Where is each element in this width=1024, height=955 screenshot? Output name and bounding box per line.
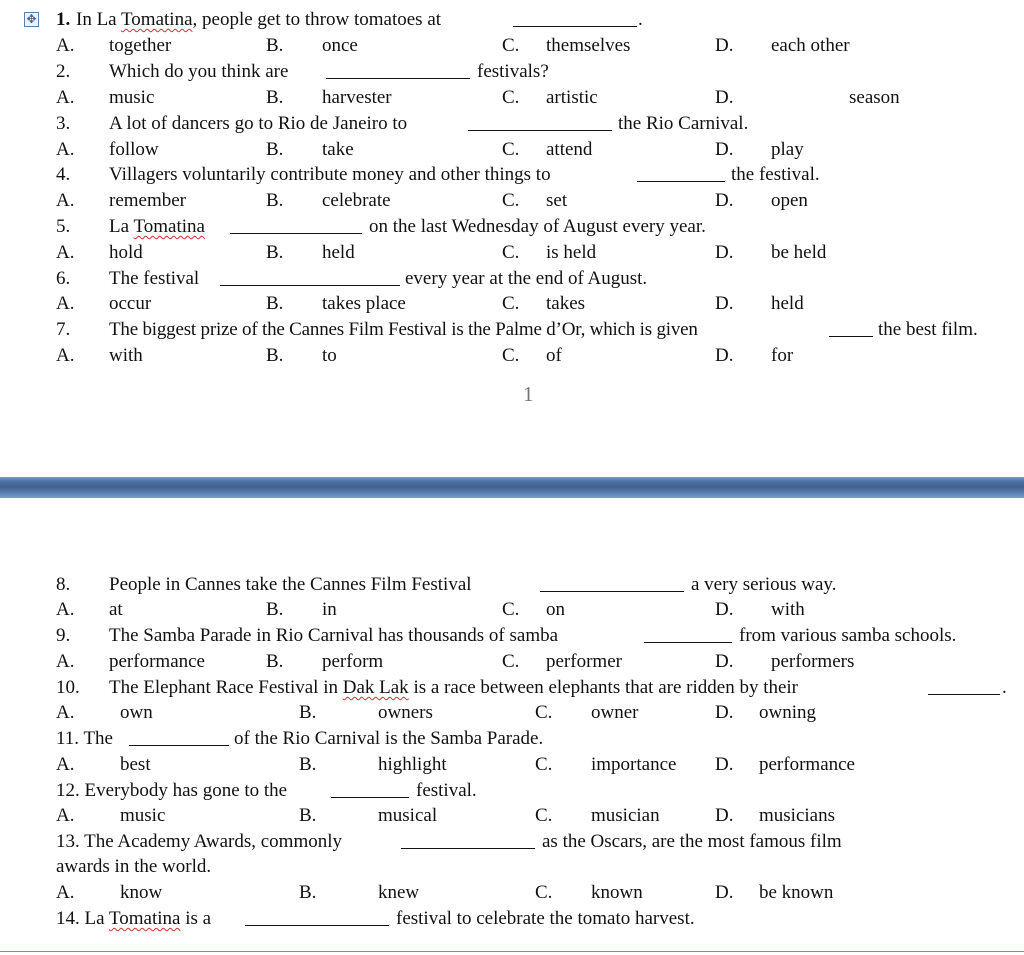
- page-separator: [0, 477, 1024, 498]
- answer-blank: [326, 78, 470, 79]
- answer-blank: [401, 848, 535, 849]
- answer-blank: [245, 925, 389, 926]
- document-page-2: 8. People in Cannes take the Cannes Film Festival a very serious way. A. at B. in C. on D. with 9. The Samba Parade in Rio Carnival has thousands of samba from various samba schools. A. performance B. perform C. performer D. performers 10. The Elephant Race Festival in Dak Lak is a race between elephants that are ridden by their . A. own B. owners C. owner D. owning 11. The of the Rio Carnival is the Samba Parade. A. best B. highlight C. importance D. performance 12. Everybody has gone to the festival. A. music B. musical C. musician D. musicians 13. The Academy Awards, commonly as the Oscars, are the most famous film awards in the world. A. know B. knew C. known D. be known 14. La Tomatina is a festival to celebrate the tomato harvest.: [0, 498, 1024, 955]
- table-move-handle-icon[interactable]: ✥: [24, 12, 39, 27]
- answer-blank: [331, 797, 409, 798]
- answer-blank: [129, 745, 229, 746]
- answer-blank: [230, 233, 362, 234]
- view-edge: [0, 951, 1024, 952]
- answer-blank: [540, 591, 684, 592]
- answer-blank: [644, 642, 732, 643]
- answer-blank: [928, 694, 1000, 695]
- spell-error: Dak Lak: [342, 677, 409, 698]
- answer-blank: [829, 336, 873, 337]
- document-page-1: ✥ 1. In La Tomatina, people get to throw tomatoes at . A. together B. once C. themselves D. each other 2. Which do you think are festivals? A. music B. harvester C. artistic D. season 3. A lot of dancers go to Rio de Janeiro to the Rio Carnival. A. follow B. take C. attend D. play 4. Villagers voluntarily contribute money and other things to the festival. A. remember B. celebrate C. set D. open 5. La Tomatina on the last Wednesday of August every year. A. hold B. held C. is held D. be held 6. The festival every year at the end of August. A. occur B. takes place C. takes D. held 7. The biggest prize of the Cannes Film Festival is the Palme d’Or, which is given the best film. A. with B. to C. of D. for 1: [0, 0, 1024, 477]
- answer-blank: [637, 181, 725, 182]
- answer-blank: [468, 130, 612, 131]
- answer-blank: [220, 285, 400, 286]
- page-number: 1: [523, 382, 534, 406]
- spell-error: Tomatina: [133, 216, 205, 237]
- spell-error: Tomatina: [121, 9, 193, 30]
- answer-blank: [513, 26, 637, 27]
- spell-error: Tomatina: [108, 908, 181, 929]
